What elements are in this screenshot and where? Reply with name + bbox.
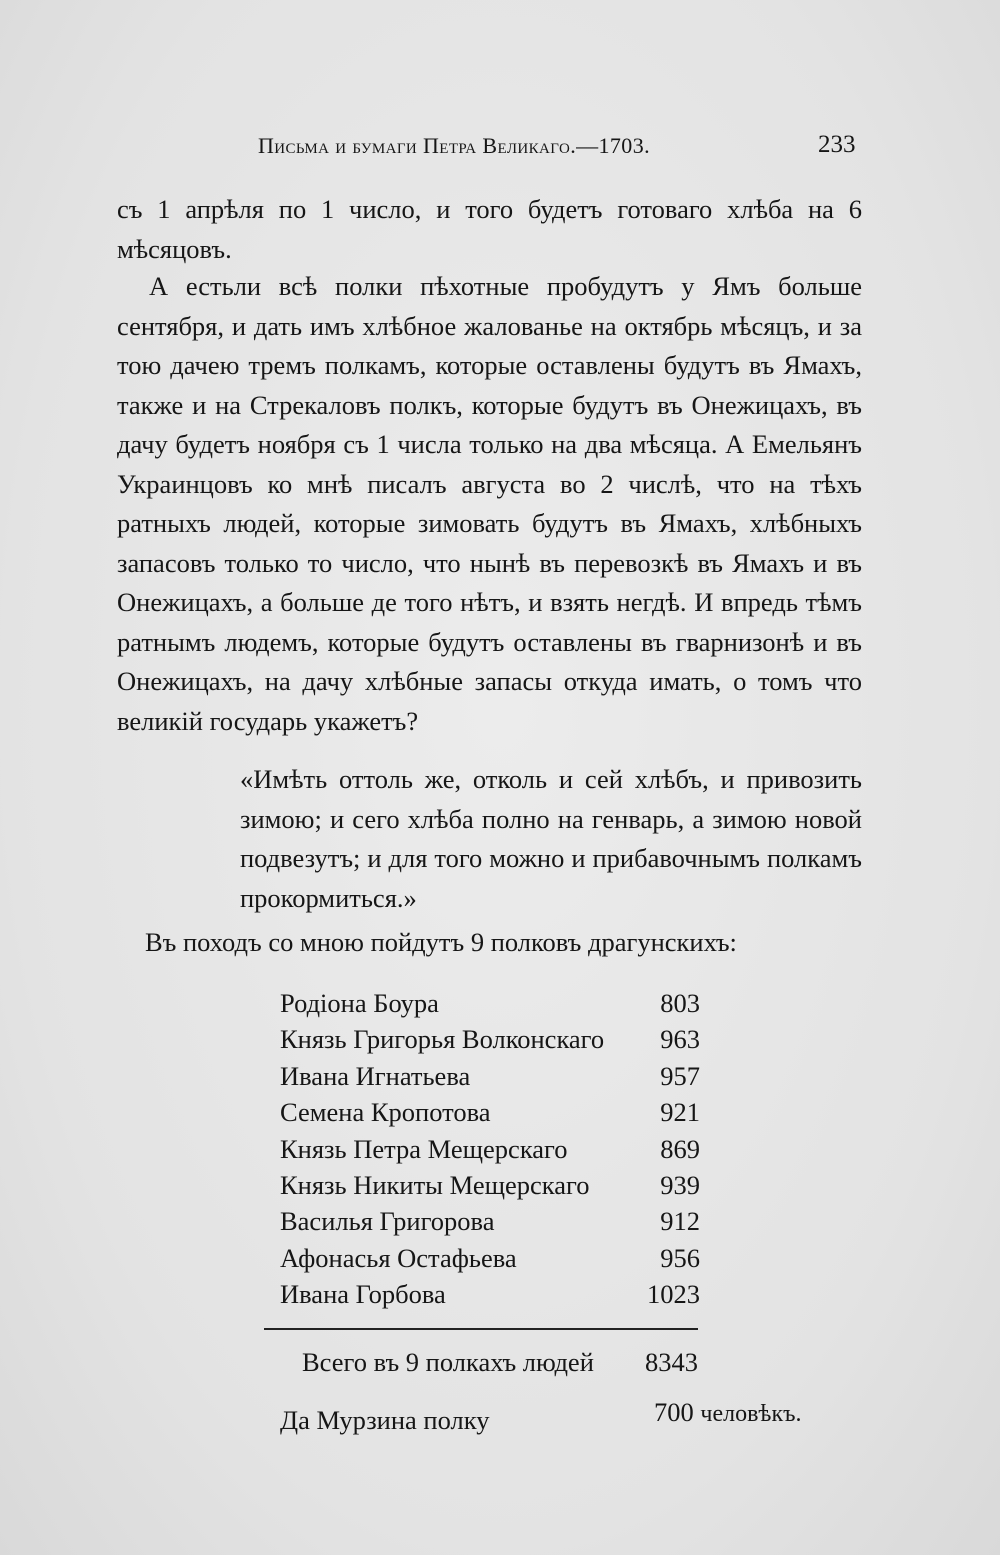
murzin-count-group — [654, 1397, 802, 1428]
regiment-strength: 921 — [660, 1097, 700, 1128]
regiment-strength: 956 — [660, 1242, 700, 1273]
regiment-strength: 803 — [660, 988, 700, 1018]
regiment-strength: 912 — [660, 1206, 700, 1237]
regiment-row — [280, 1058, 700, 1094]
paragraph-1: съ 1 апрѣля по 1 число, и того будетъ готоваго хлѣба на 6 мѣсяцовъ. — [117, 194, 862, 264]
total-row — [302, 1347, 698, 1378]
regiment-strength: 939 — [660, 1169, 700, 1200]
regiment-row — [280, 1203, 700, 1239]
tsar-resolution-quote: «Имѣть оттоль же, отколь и сей хлѣбъ, и привозить зимою; и сего хлѣба полно на генварь, а зимою новой подвезутъ; и для того можно и прибавочнымъ полкамъ прокормиться.» — [240, 764, 862, 913]
regiment-name: Афонасья Остафьева — [280, 1242, 517, 1273]
regiment-row — [280, 1167, 700, 1203]
paragraph-2: А естьли всѣ полки пѣхотные пробудутъ у Ямъ больше сентября, и дать имъ хлѣбное жалованье на октябрь мѣсяцъ, и за тою дачею тремъ полкамъ, которые оставлены будутъ въ Ямахъ, также и на Стрекаловъ полкъ, которые будутъ въ Онежицахъ, въ дачу будетъ ноября съ 1 числа только на два мѣсяца. А Емельянъ Украинцовъ ко мнѣ писалъ августа во 2 числѣ, что на тѣхъ ратныхъ людей, которые зимовать будутъ въ Ямахъ, хлѣбныхъ запасовъ только то число, что нынѣ въ перевозкѣ въ Ямахъ и въ Онежицахъ, а больше де того нѣтъ, и взять негдѣ. И впредь тѣмъ ратнымъ людемъ, которые будутъ оставлены въ гварнизонѣ и въ Онежицахъ, на дачу хлѣбные запасы откуда имать, о томъ что великій государь укажетъ? — [117, 271, 862, 736]
murzin-unit: человѣкъ. — [700, 1401, 802, 1427]
regiment-row — [280, 1094, 700, 1130]
total-label: Всего въ 9 полкахъ людей — [302, 1347, 594, 1377]
regiment-name: Ивана Игнатьева — [280, 1060, 471, 1091]
regiment-strength: 869 — [660, 1133, 700, 1164]
regiment-name: Ивана Горбова — [280, 1279, 446, 1310]
regiment-name: Князь Никиты Мещерскаго — [280, 1169, 590, 1200]
regiment-strength: 1023 — [647, 1279, 700, 1310]
regiments-table — [280, 985, 700, 1313]
regiment-name: Семена Кропотова — [280, 1097, 491, 1128]
running-title: Письма и бумаги Петра Великаго.—1703. — [258, 133, 651, 158]
regiment-row — [280, 1276, 700, 1312]
regiment-strength: 957 — [660, 1060, 700, 1091]
regiment-row — [280, 985, 700, 1021]
total-rule — [264, 1328, 698, 1330]
march-line: Въ походъ со мною пойдутъ 9 полковъ драгунскихъ: — [145, 927, 737, 957]
murzin-label: Да Мурзина полку — [280, 1405, 490, 1435]
regiment-row — [280, 1240, 700, 1276]
page-number: 233 — [818, 131, 856, 158]
regiment-name: Родіона Боура — [280, 988, 439, 1018]
regiment-row — [280, 1131, 700, 1167]
regiment-name: Василья Григорова — [280, 1206, 495, 1237]
regiment-name: Князь Григорья Волконскаго — [280, 1024, 605, 1055]
regiment-row — [280, 1021, 700, 1057]
regiment-strength: 963 — [660, 1024, 700, 1055]
murzin-count: 700 — [654, 1397, 694, 1427]
total-value: 8343 — [645, 1347, 698, 1377]
regiment-name: Князь Петра Мещерскаго — [280, 1133, 568, 1164]
